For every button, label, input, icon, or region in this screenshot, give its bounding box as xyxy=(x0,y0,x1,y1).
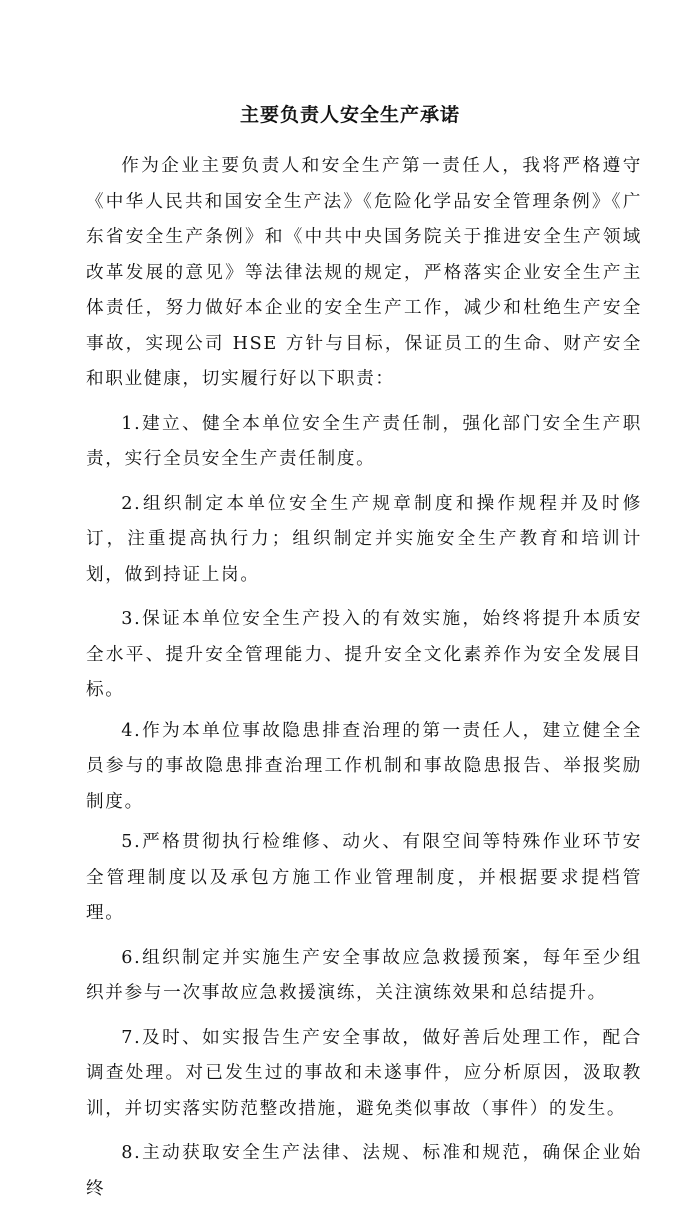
document-title: 主要负责人安全生产承诺 xyxy=(239,104,460,126)
duty-item-5: 5.严格贯彻执行检维修、动火、有限空间等特殊作业环节安全管理制度以及承包方施工作业管理制度，并根据要求提档管理。 xyxy=(86,832,642,923)
document-body xyxy=(86,149,642,1207)
duty-item-6: 6.组织制定并实施生产安全事故应急救援预案，每年至少组织并参与一次事故应急救援演练，关注演练效果和总结提升。 xyxy=(86,947,642,1003)
duty-item-8: 8.主动获取安全生产法律、法规、标准和规范，确保企业始终 xyxy=(86,1143,642,1199)
duty-item-7: 7.及时、如实报告生产安全事故，做好善后处理工作，配合调查处理。对已发生过的事故和未遂事件，应分析原因，汲取教训，并切实落实防范整改措施，避免类似事故（事件）的发生。 xyxy=(86,1027,642,1119)
duty-item-1: 1.建立、健全本单位安全生产责任制，强化部门安全生产职责，实行全员安全生产责任制度。 xyxy=(86,413,642,469)
intro-paragraph: 作为企业主要负责人和安全生产第一责任人，我将严格遵守《中华人民共和国安全生产法》《危险化学品安全管理条例》《广东省安全生产条例》和《中共中央国务院关于推进安全生产领域改革发展的意见》等法律法规的规定，严格落实企业安全生产主体责任，努力做好本企业的安全生产工作，减少和杜绝生产安全事故，实现公司 HSE 方针与目标，保证员工的生命、财产安全和职业健康，切实履行好以下职责： xyxy=(86,156,642,389)
duty-item-2: 2.组织制定本单位安全生产规章制度和操作规程并及时修订，注重提高执行力；组织制定并实施安全生产教育和培训计划，做到持证上岗。 xyxy=(86,493,642,585)
duty-item-3: 3.保证本单位安全生产投入的有效实施，始终将提升本质安全水平、提升安全管理能力、提升安全文化素养作为安全发展目标。 xyxy=(86,609,642,700)
duty-item-4: 4.作为本单位事故隐患排查治理的第一责任人，建立健全全员参与的事故隐患排查治理工作机制和事故隐患报告、举报奖励制度。 xyxy=(86,720,642,812)
